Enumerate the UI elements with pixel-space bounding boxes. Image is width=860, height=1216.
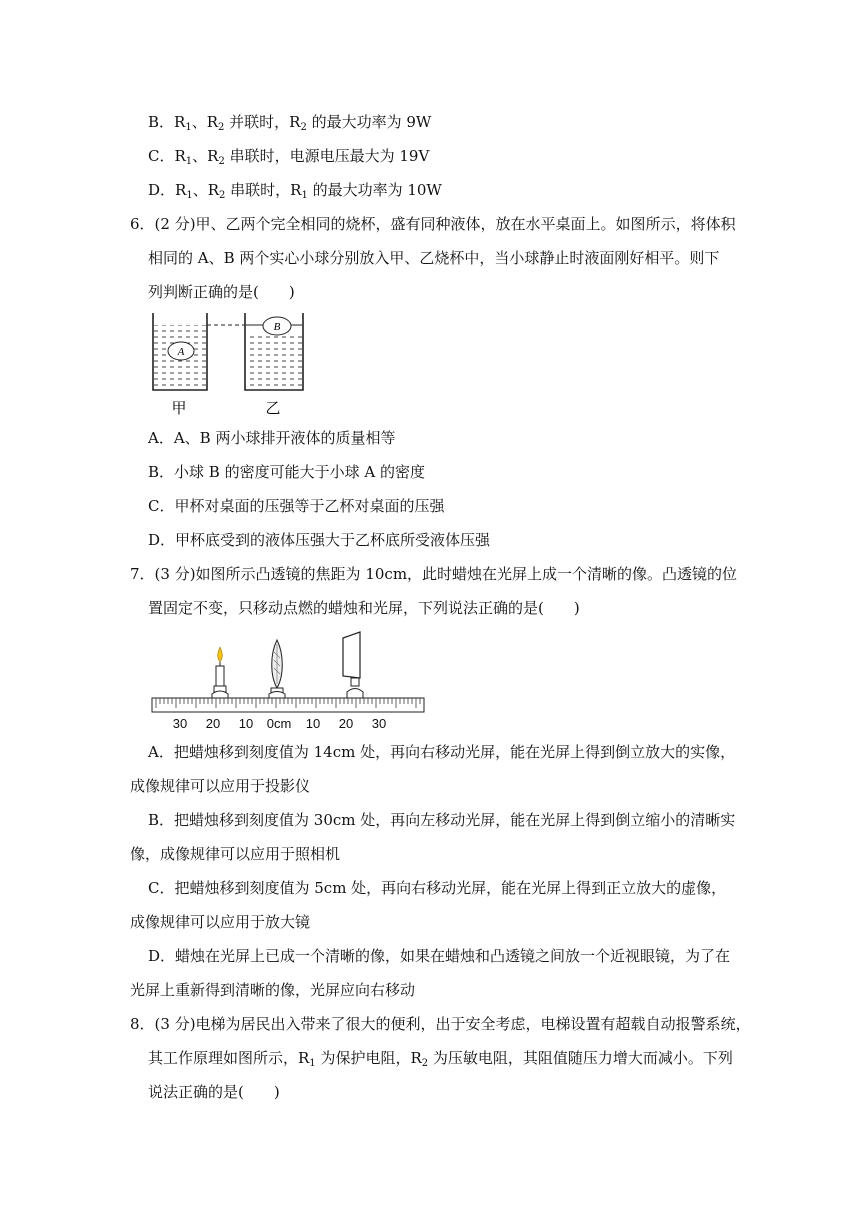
q7-option-d-line1: D．蜡烛在光屏上已成一个清晰的像，如果在蜡烛和凸透镜之间放一个近视眼镜，为了在 <box>148 947 731 965</box>
q5-option-c: C．$R_1$、$R_2$ 串联时，电源电压最大为 19V <box>148 147 430 167</box>
ruler-tick-label: 10 <box>238 716 254 730</box>
q5-option-b: B．$R_1$、$R_2$ 并联时，$R_2$ 的最大功率为 9W <box>148 113 432 133</box>
ruler-tick-label: 0cm <box>266 716 292 730</box>
label-yi: 乙 <box>265 399 281 417</box>
q7-option-a-line1: A．把蜡烛移到刻度值为 14cm 处，再向右移动光屏，能在光屏上得到倒立放大的实像， <box>148 743 736 761</box>
q5-option-d: D．$R_1$、$R_2$ 串联时，$R_1$ 的最大功率为 10W <box>148 181 442 201</box>
q6-option-c: C．甲杯对桌面的压强等于乙杯对桌面的压强 <box>148 497 445 515</box>
ruler-tick-label: 30 <box>172 716 188 730</box>
light-screen <box>343 632 363 698</box>
ruler <box>152 698 424 730</box>
ruler-tick-label: 20 <box>205 716 221 730</box>
q7-option-b-line1: B．把蜡烛移到刻度值为 30cm 处，再向左移动光屏，能在光屏上得到倒立缩小的清晰实 <box>148 811 736 829</box>
q6-option-d: D．甲杯底受到的液体压强大于乙杯底所受液体压强 <box>148 531 491 549</box>
convex-lens <box>269 640 285 698</box>
q6-stem-line3: 列判断正确的是( ) <box>148 283 295 301</box>
q7-option-b-line2: 像，成像规律可以应用于照相机 <box>130 845 341 863</box>
candle-flame <box>218 647 223 662</box>
ruler-tick-label: 20 <box>338 716 354 730</box>
candle <box>212 647 228 698</box>
q7-option-d-line2: 光屏上重新得到清晰的像，光屏应向右移动 <box>130 981 416 999</box>
q6-stem-line1: 6．(2 分)甲、乙两个完全相同的烧杯，盛有同种液体，放在水平桌面上。如图所示，将体积 <box>130 215 736 233</box>
ball-a-label: A <box>177 346 185 358</box>
beakers-figure <box>145 310 315 420</box>
q8-stem-line3: 说法正确的是( ) <box>148 1083 280 1101</box>
label-jia: 甲 <box>171 399 187 417</box>
ruler-tick-label: 30 <box>371 716 387 730</box>
q7-stem-line1: 7．(3 分)如图所示凸透镜的焦距为 10cm，此时蜡烛在光屏上成一个清晰的像。凸透镜的位 <box>130 565 738 583</box>
ball-b-label: B <box>273 321 281 333</box>
beaker-yi <box>245 313 303 390</box>
q7-option-a-line2: 成像规律可以应用于投影仪 <box>130 777 311 795</box>
q6-option-b: B．小球 B 的密度可能大于小球 A 的密度 <box>148 463 425 481</box>
q8-stem-line2: 其工作原理如图所示，$R_1$ 为保护电阻，$R_2$ 为压敏电阻，其阻值随压力增大而减小。下列 <box>148 1049 733 1069</box>
q7-option-c-line2: 成像规律可以应用于放大镜 <box>130 913 311 931</box>
optical-bench-figure <box>150 628 430 730</box>
ruler-tick-label: 10 <box>305 716 321 730</box>
q8-stem-line1: 8．(3 分)电梯为居民出入带来了很大的便利，出于安全考虑，电梯设置有超载自动报警系统， <box>130 1015 751 1033</box>
q7-option-c-line1: C．把蜡烛移到刻度值为 5cm 处，再向右移动光屏，能在光屏上得到正立放大的虚像， <box>148 879 727 897</box>
beaker-jia <box>153 313 207 390</box>
q6-stem-line2: 相同的 A、B 两个实心小球分别放入甲、乙烧杯中，当小球静止时液面刚好相平。则下 <box>148 249 720 267</box>
q6-option-a: A．A、B 两小球排开液体的质量相等 <box>148 429 396 447</box>
q7-stem-line2: 置固定不变，只移动点燃的蜡烛和光屏，下列说法正确的是( ) <box>148 599 580 617</box>
